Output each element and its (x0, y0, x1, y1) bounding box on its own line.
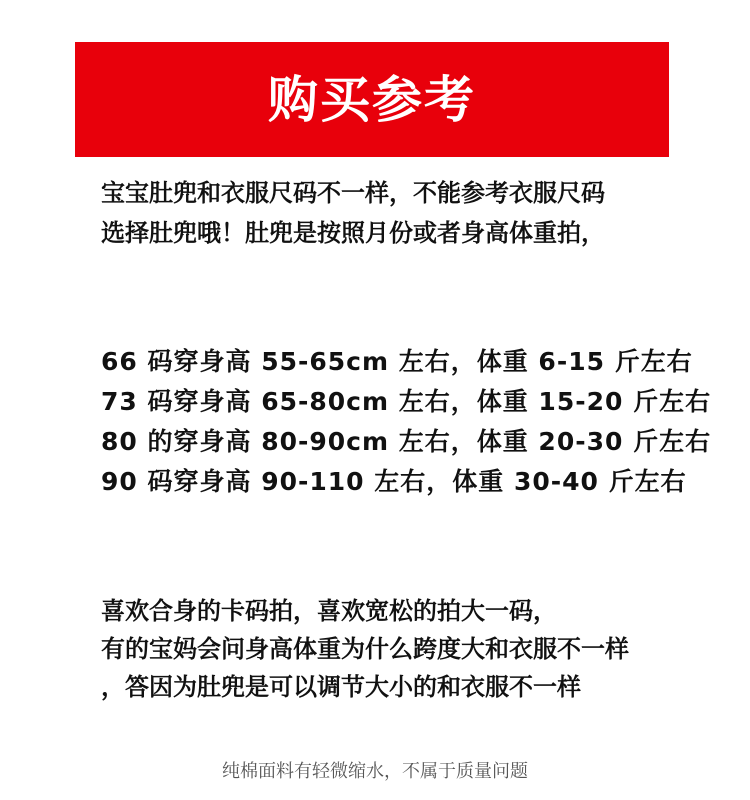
tips-line: ，答因为肚兜是可以调节大小的和衣服不一样 (101, 673, 581, 701)
intro-line: 宝宝肚兜和衣服尺码不一样，不能参考衣服尺码 (101, 179, 605, 207)
footnote: 纯棉面料有轻微缩水，不属于质量问题 (222, 761, 528, 782)
title-banner (75, 42, 669, 157)
intro-paragraph (101, 173, 605, 253)
tips-line: 有的宝妈会问身高体重为什么跨度大和衣服不一样 (101, 635, 629, 663)
size-guide-list (101, 342, 711, 502)
tips-paragraph (101, 592, 629, 706)
tips-line: 喜欢合身的卡码拍，喜欢宽松的拍大一码， (101, 597, 557, 625)
banner-title: 购买参考 (268, 70, 476, 129)
size-row-66: 66 码穿身高 55-65cm 左右，体重 6-15 斤左右 (101, 347, 693, 376)
size-row-80: 80 的穿身高 80-90cm 左右，体重 20-30 斤左右 (101, 427, 712, 456)
intro-line: 选择肚兜哦！肚兜是按照月份或者身高体重拍， (101, 219, 605, 247)
size-row-73: 73 码穿身高 65-80cm 左右，体重 15-20 斤左右 (101, 387, 712, 416)
size-row-90: 90 码穿身高 90-110 左右，体重 30-40 斤左右 (101, 467, 687, 496)
